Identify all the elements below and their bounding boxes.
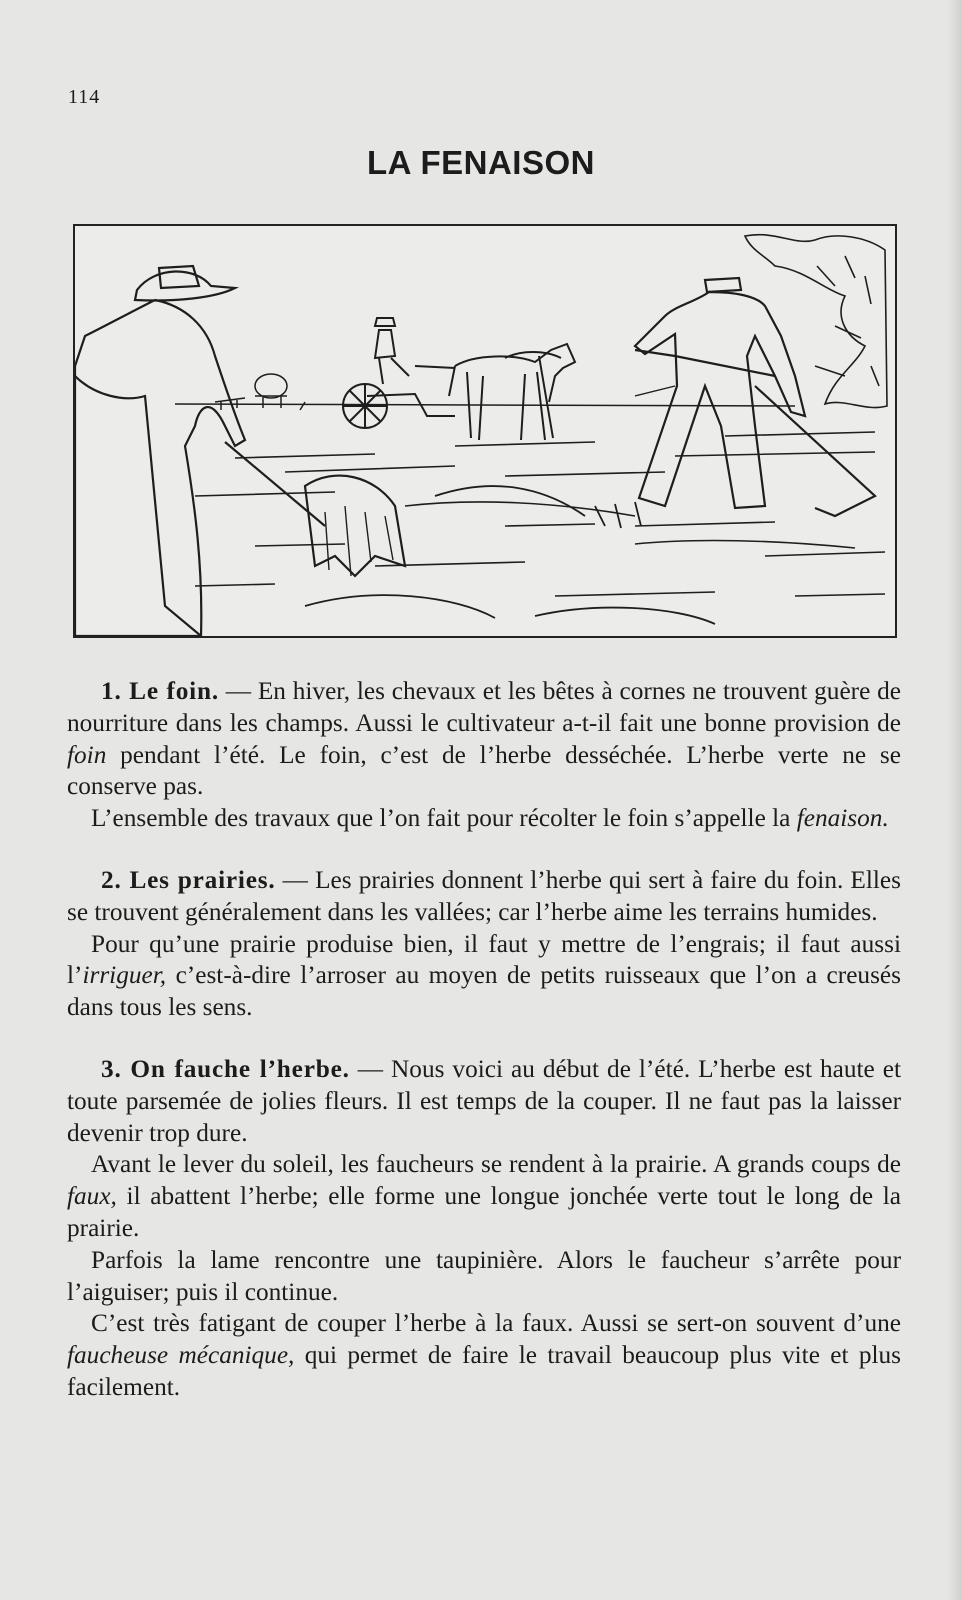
section-gap xyxy=(67,835,901,865)
section-heading: 3. On fauche l’herbe. xyxy=(101,1054,350,1083)
section-heading: 2. Les prairies. xyxy=(101,865,276,894)
paragraph-text: — Nous voici au début de l’été. L’herbe est haute et toute parsemée de jolies fleurs. Il est temps de la couper. Il ne faut pas la laisser devenir trop dure. xyxy=(67,1054,901,1147)
italic-term: faucheuse mécanique, xyxy=(67,1341,295,1370)
page-edge-shadow xyxy=(948,0,962,1600)
haymaking-illustration xyxy=(73,224,897,638)
paragraph-text: C’est très fatigant de couper l’herbe à la faux. Aussi se sert-on souvent d’une xyxy=(91,1309,901,1338)
paragraph-text: qui permet de faire le travail beaucoup plus vite et plus facilement. xyxy=(67,1341,901,1401)
paragraph-text: il abattent l’herbe; elle forme une longue jonchée verte tout le long de la prairie. xyxy=(67,1182,901,1242)
paragraph-text: c’est-à-dire l’arroser au moyen de petits ruisseaux que l’on a creusés dans tous les sens. xyxy=(67,961,901,1022)
paragraph-text: Pour qu’une prairie produise bien, il faut y mettre de l’engrais; il faut aussi l’ xyxy=(67,929,901,990)
italic-term: irriguer, xyxy=(82,961,167,990)
italic-term: fenaison. xyxy=(796,804,889,833)
body-text xyxy=(67,676,901,1404)
paragraph-text: pendant l’été. Le foin, c’est de l’herbe desséchée. L’herbe verte ne se conserve pas. xyxy=(67,740,901,801)
section-paragraph xyxy=(67,1149,901,1244)
italic-term: faux, xyxy=(67,1182,117,1211)
section-paragraph xyxy=(67,929,901,1024)
page-title: LA FENAISON xyxy=(367,144,595,181)
section-paragraph xyxy=(67,803,901,835)
section-paragraph xyxy=(67,1245,901,1309)
section-paragraph-first xyxy=(67,865,901,929)
page-number: 114 xyxy=(68,86,101,108)
paragraph-text: — Les prairies donnent l’herbe qui sert à faire du foin. Elles se trouvent généralement dans les vallées; car l’herbe aime les terrains humides. xyxy=(67,865,901,926)
paragraph-text: Avant le lever du soleil, les faucheurs se rendent à la prairie. A grands coups de xyxy=(91,1150,901,1179)
section-paragraph-first xyxy=(67,1054,901,1149)
section-paragraph xyxy=(67,1308,901,1403)
section-heading: 1. Le foin. xyxy=(101,677,219,705)
italic-term: foin xyxy=(67,740,107,769)
paragraph-text: L’ensemble des travaux que l’on fait pour récolter le foin s’appelle la xyxy=(91,804,797,833)
paragraph-text: — En hiver, les chevaux et les bêtes à cornes ne trouvent guère de nourriture dans les champs. Aussi le cultivateur a-t-il fait une bonne provision de xyxy=(67,677,901,737)
section-paragraph-first xyxy=(67,676,901,803)
section-gap xyxy=(67,1024,901,1054)
paragraph-text: Parfois la lame rencontre une taupinière. Alors le faucheur s’arrête pour l’aiguiser; puis il continue. xyxy=(67,1245,901,1306)
